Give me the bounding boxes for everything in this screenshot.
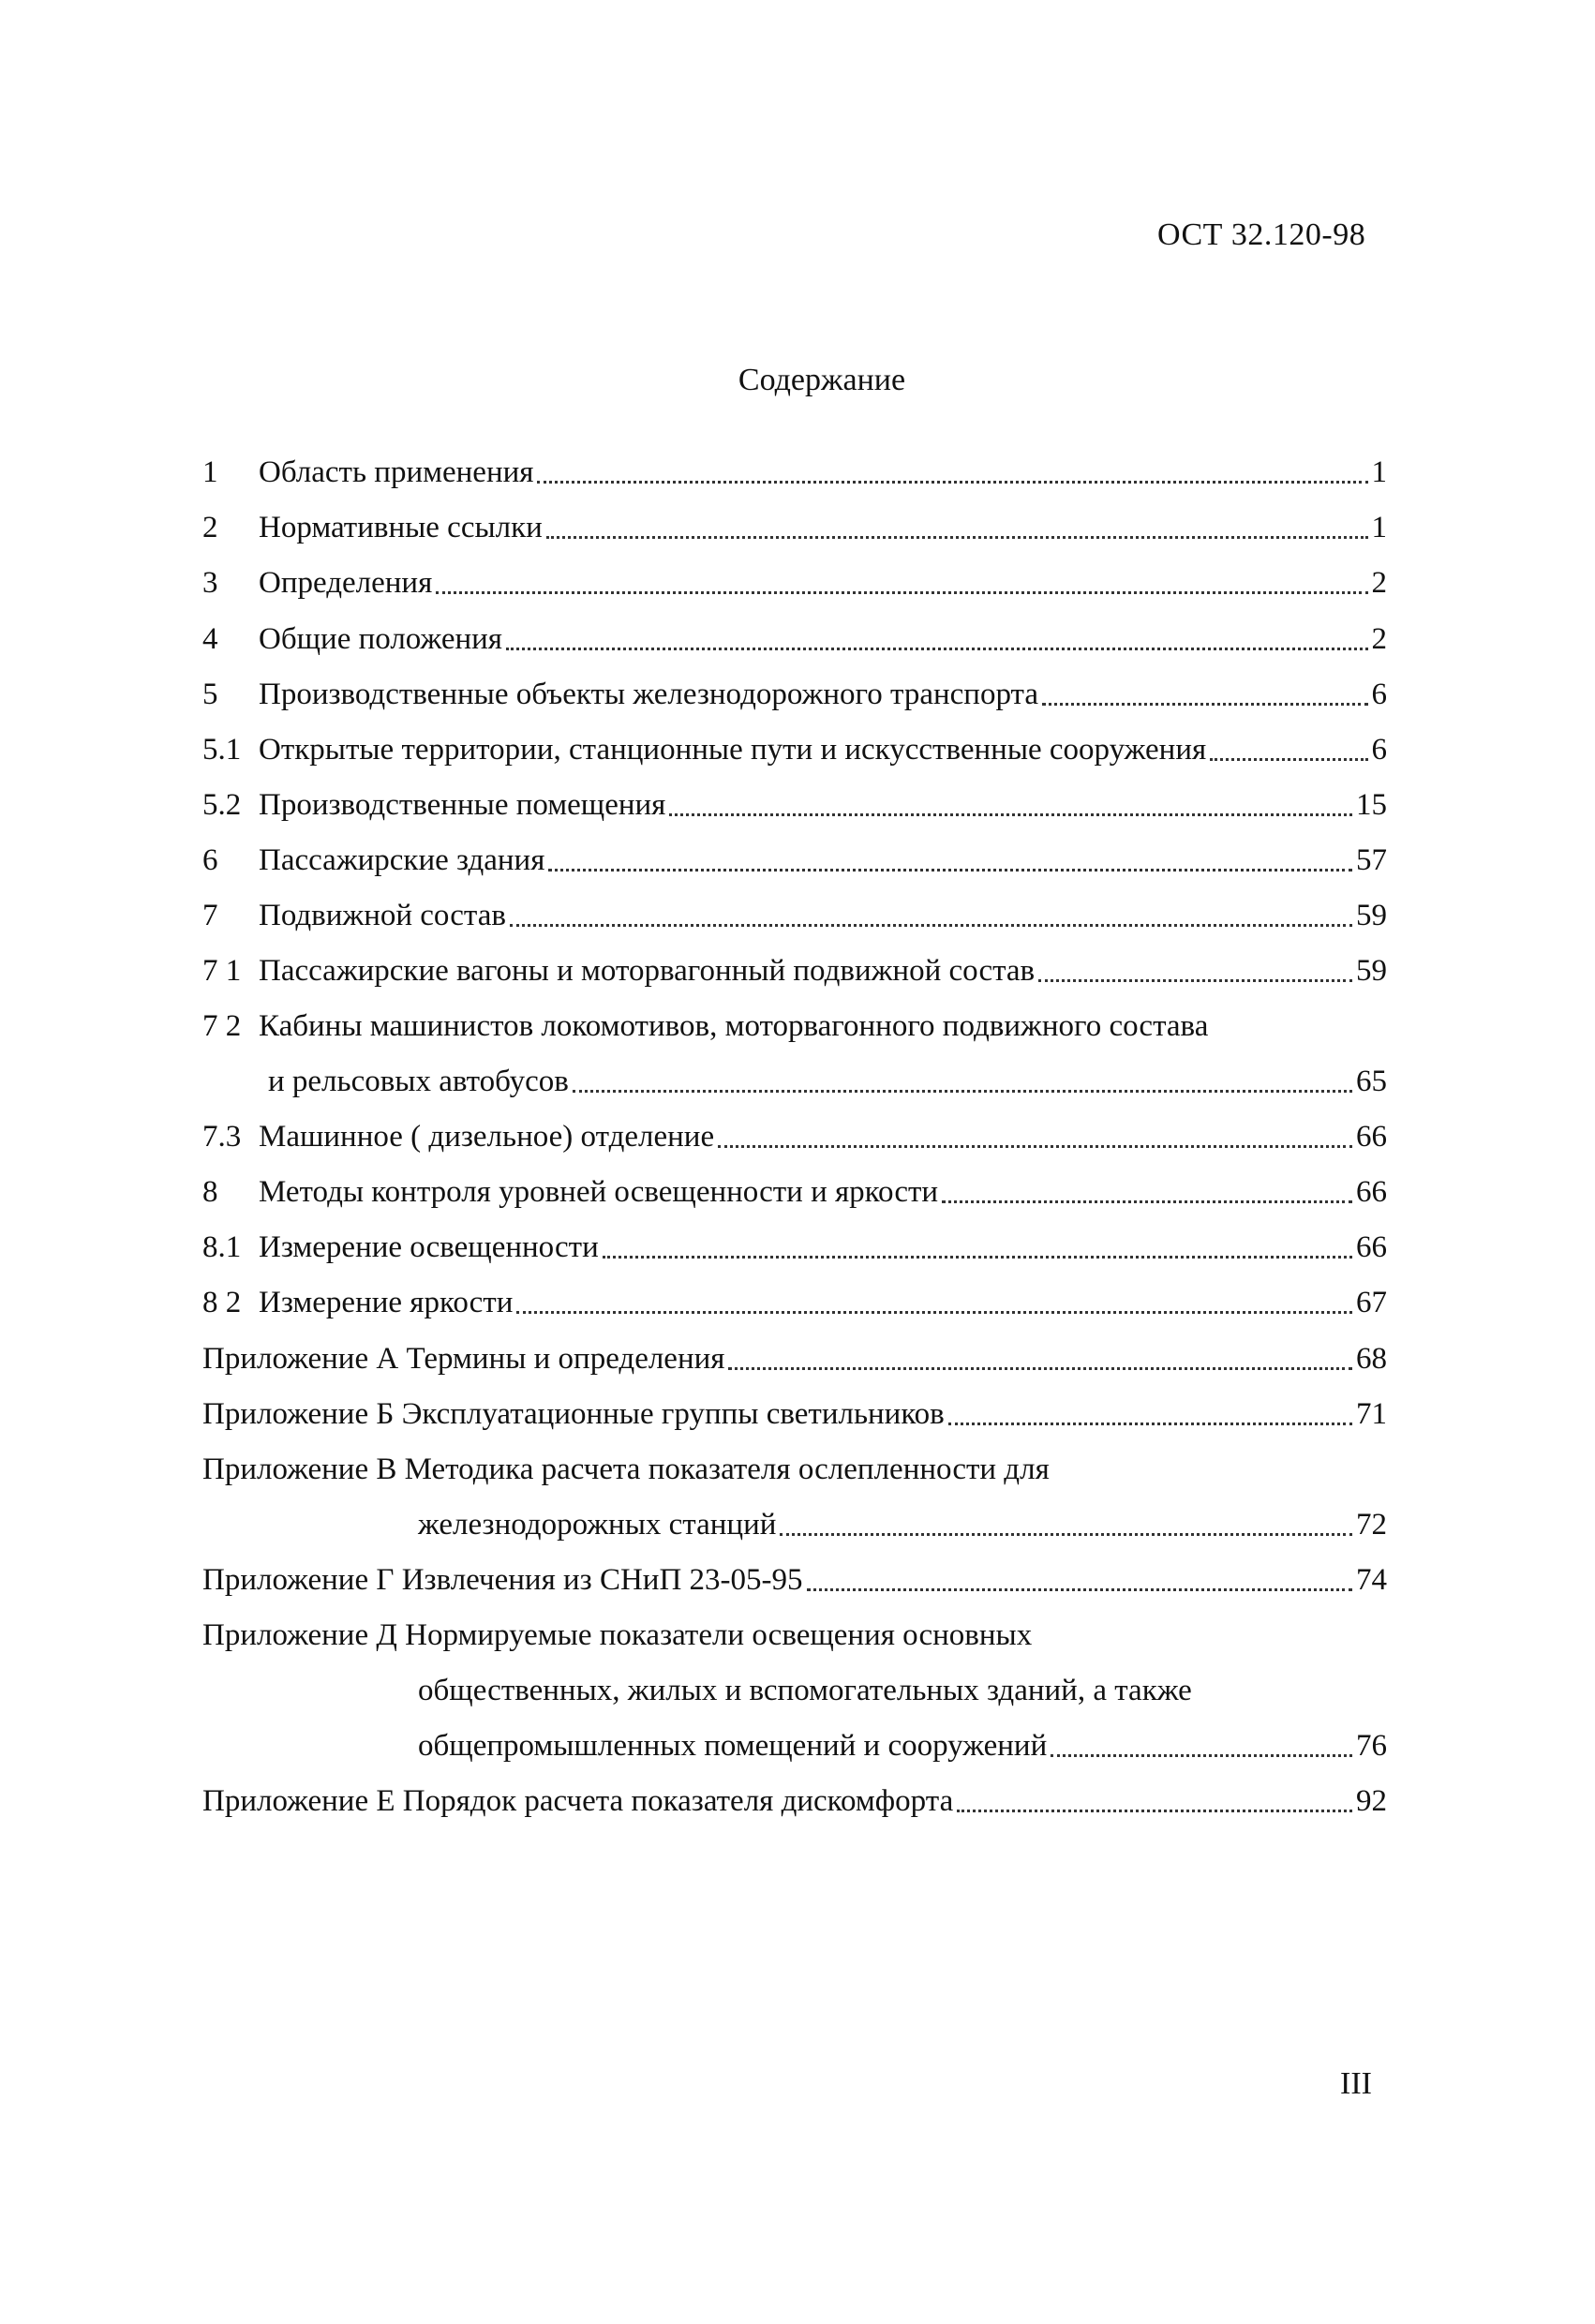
toc-entry-page: 6	[1371, 678, 1387, 711]
toc-appendix-text: Приложение Е Порядок расчета показателя дискомфорта	[202, 1784, 954, 1818]
toc-entry-text: Нормативные ссылки	[259, 511, 543, 544]
toc-entry-text: Подвижной состав	[259, 899, 506, 932]
dot-leader	[516, 1311, 1352, 1314]
toc-entry-number: 7	[202, 899, 218, 932]
toc-entry-page: 2	[1371, 566, 1387, 600]
toc-appendix-text: Приложение А Термины и определения	[202, 1342, 725, 1376]
dot-leader	[1042, 703, 1368, 706]
toc-entry-number: 6	[202, 843, 218, 877]
toc-entry-text: Область применения	[259, 455, 534, 489]
dot-leader	[548, 869, 1352, 872]
toc-appendix-page: 72	[1356, 1508, 1387, 1542]
toc-appendix-text[interactable]: Приложение Д Нормируемые показатели освещения основных	[202, 1618, 1033, 1652]
toc-appendix-text-continued: железнодорожных станций	[418, 1508, 777, 1542]
toc-entry[interactable]	[259, 511, 1387, 545]
toc-entry[interactable]	[259, 455, 1387, 490]
dot-leader	[546, 536, 1368, 539]
dot-leader	[1210, 758, 1367, 761]
toc-entry-number: 5.2	[202, 788, 242, 822]
toc-entry[interactable]	[259, 899, 1387, 933]
toc-appendix-page: 74	[1356, 1563, 1387, 1597]
toc-entry[interactable]	[259, 733, 1387, 767]
toc-entry-text: Машинное ( дизельное) отделение	[259, 1120, 715, 1154]
dot-leader	[669, 813, 1352, 816]
toc-entry-text: Открытые территории, станционные пути и искусственные сооружения	[259, 733, 1207, 767]
toc-entry-number: 8	[202, 1175, 218, 1209]
toc-entry-text: Общие положения	[259, 622, 502, 656]
dot-leader	[573, 1090, 1352, 1093]
toc-entry-number: 2	[202, 511, 218, 544]
dot-leader	[510, 924, 1352, 927]
toc-appendix-page: 76	[1356, 1729, 1387, 1763]
document-code: ОСТ 32.120-98	[1157, 217, 1366, 252]
toc-entry-text: Определения	[259, 566, 433, 600]
dot-leader	[506, 648, 1368, 650]
toc-entry-number: 7.3	[202, 1120, 242, 1154]
toc-entry-text: Методы контроля уровней освещенности и яркости	[259, 1175, 939, 1209]
dot-leader	[780, 1533, 1352, 1536]
toc-entry-text: Измерение яркости	[259, 1286, 514, 1319]
toc-entry-text: Производственные помещения	[259, 788, 666, 822]
toc-entry-text: Пассажирские здания	[259, 843, 545, 877]
toc-entry[interactable]	[268, 1065, 1387, 1099]
toc-entry[interactable]	[259, 678, 1387, 712]
toc-entry-number: 3	[202, 566, 218, 600]
toc-entry-number: 8.1	[202, 1230, 242, 1264]
toc-entry-number: 5	[202, 678, 218, 711]
toc-title: Содержание	[738, 363, 906, 397]
toc-appendix[interactable]	[202, 1397, 1387, 1432]
toc-entry-text: Измерение освещенности	[259, 1230, 599, 1264]
dot-leader	[1051, 1754, 1352, 1757]
toc-entry-number: 5.1	[202, 733, 242, 767]
toc-entry-text: Пассажирские вагоны и моторвагонный подвижной состав	[259, 954, 1036, 988]
toc-entry-page: 6	[1371, 733, 1387, 767]
toc-appendix[interactable]	[202, 1342, 1387, 1377]
dot-leader	[957, 1810, 1352, 1812]
toc-entry-number: 7 1	[202, 954, 242, 988]
dot-leader	[718, 1145, 1352, 1148]
toc-entry-page: 67	[1356, 1286, 1387, 1319]
toc-entry-page: 66	[1356, 1230, 1387, 1264]
toc-entry-number: 1	[202, 455, 218, 489]
toc-entry-number: 4	[202, 622, 218, 656]
toc-appendix[interactable]	[418, 1508, 1387, 1542]
toc-entry[interactable]	[259, 566, 1387, 601]
dot-leader	[942, 1200, 1352, 1203]
dot-leader	[537, 481, 1367, 484]
toc-entry[interactable]	[259, 1286, 1387, 1320]
toc-entry-page: 66	[1356, 1175, 1387, 1209]
toc-entry-page: 57	[1356, 843, 1387, 877]
toc-entry-page: 59	[1356, 899, 1387, 932]
toc-appendix-text-continued: общепромышленных помещений и сооружений	[418, 1729, 1048, 1763]
toc-entry-page: 2	[1371, 622, 1387, 656]
page-number: III	[1340, 2066, 1372, 2101]
toc-appendix-text: Приложение Г Извлечения из СНиП 23-05-95	[202, 1563, 803, 1597]
toc-appendix-text: Приложение Б Эксплуатационные группы светильников	[202, 1397, 945, 1431]
toc-entry-page: 15	[1356, 788, 1387, 822]
dot-leader	[436, 591, 1367, 594]
dot-leader	[728, 1367, 1352, 1370]
toc-entry[interactable]	[259, 1175, 1387, 1210]
toc-appendix-text-continued: общественных, жилых и вспомогательных зданий, а также	[418, 1674, 1192, 1707]
toc-entry-text: Производственные объекты железнодорожного транспорта	[259, 678, 1038, 711]
dot-leader	[603, 1256, 1352, 1259]
toc-appendix-page: 92	[1356, 1784, 1387, 1818]
dot-leader	[807, 1588, 1352, 1591]
toc-entry[interactable]	[259, 622, 1387, 657]
toc-entry-page: 1	[1371, 455, 1387, 489]
toc-entry[interactable]	[259, 1120, 1387, 1155]
toc-appendix-page: 68	[1356, 1342, 1387, 1376]
toc-entry[interactable]	[259, 1230, 1387, 1265]
toc-entry-text[interactable]: Кабины машинистов локомотивов, моторвагонного подвижного состава	[259, 1009, 1209, 1043]
toc-entry-number: 8 2	[202, 1286, 242, 1319]
toc-appendix-text[interactable]: Приложение В Методика расчета показателя ослепленности для	[202, 1452, 1050, 1486]
toc-entry-text-continued: и рельсовых автобусов	[268, 1065, 569, 1098]
toc-entry-page: 65	[1356, 1065, 1387, 1098]
toc-entry-page: 1	[1371, 511, 1387, 544]
dot-leader	[948, 1423, 1352, 1425]
toc-appendix[interactable]	[418, 1729, 1387, 1764]
toc-appendix[interactable]	[202, 1784, 1387, 1819]
toc-entry-page: 66	[1356, 1120, 1387, 1154]
toc-appendix-page: 71	[1356, 1397, 1387, 1431]
toc-entry[interactable]	[259, 954, 1387, 989]
toc-entry[interactable]	[259, 788, 1387, 823]
toc-entry-page: 59	[1356, 954, 1387, 988]
toc-entry[interactable]	[259, 843, 1387, 878]
toc-entry-number: 7 2	[202, 1009, 242, 1043]
dot-leader	[1038, 979, 1352, 982]
toc-appendix[interactable]	[202, 1563, 1387, 1598]
